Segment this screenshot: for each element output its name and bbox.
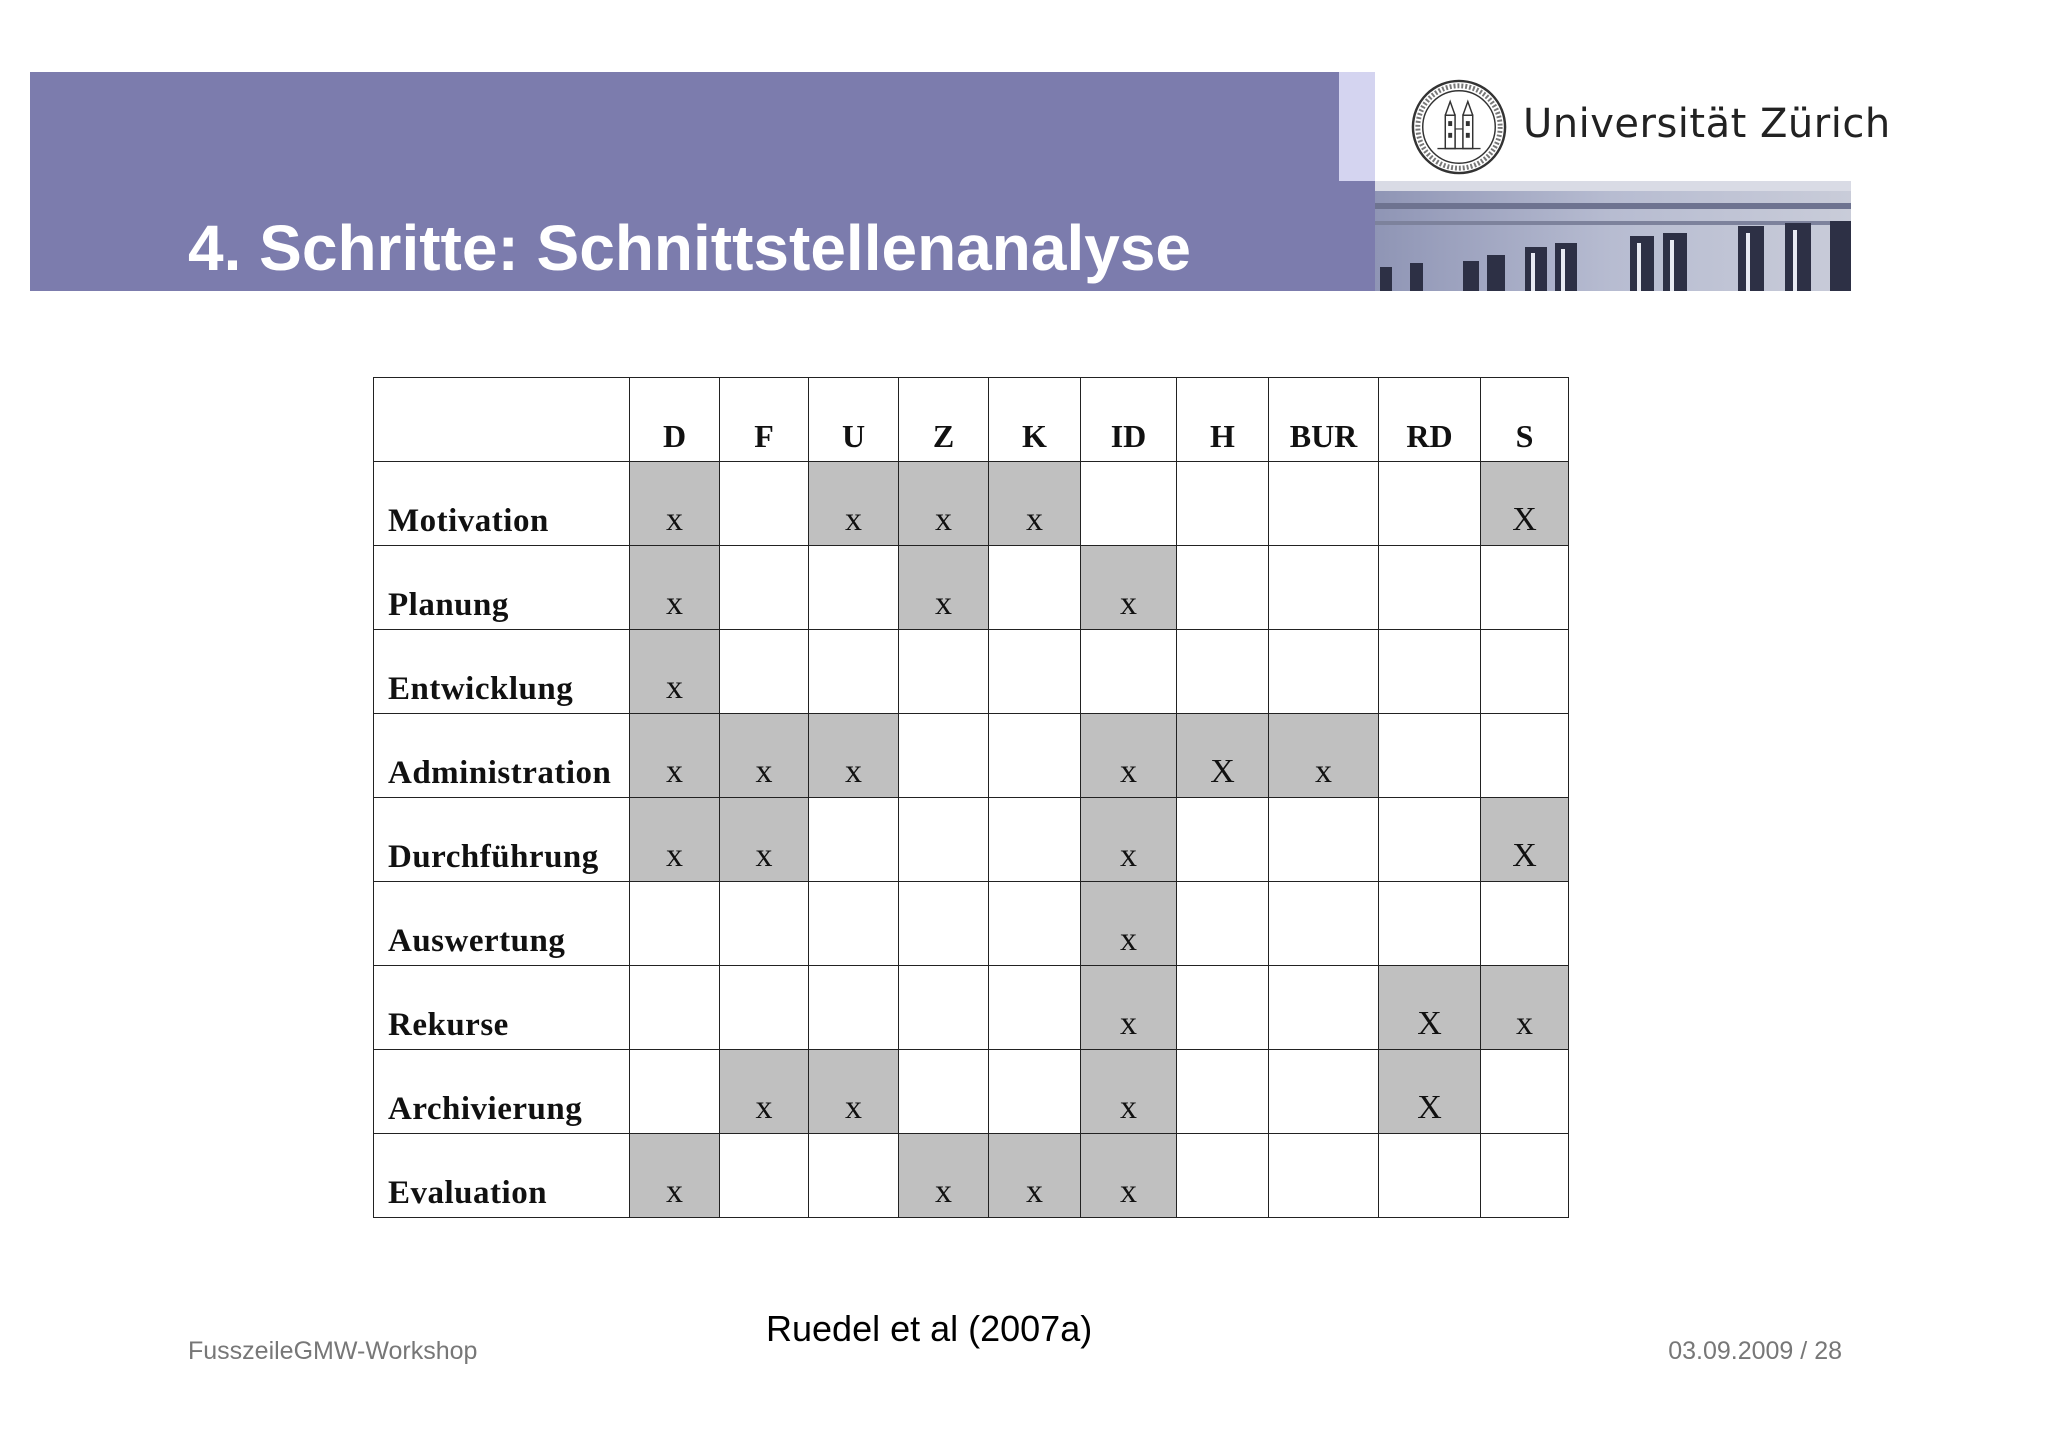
matrix-cell xyxy=(809,546,899,630)
matrix-cell xyxy=(809,882,899,966)
matrix-cell xyxy=(989,882,1081,966)
row-label: Durchführung xyxy=(374,798,630,882)
matrix-body xyxy=(374,462,1569,1218)
matrix-cell: x xyxy=(720,1050,809,1134)
row-label: Motivation xyxy=(374,462,630,546)
matrix-cell: x xyxy=(899,546,989,630)
column-header: K xyxy=(989,378,1081,462)
table-row xyxy=(374,882,1569,966)
matrix-cell xyxy=(989,714,1081,798)
matrix-cell xyxy=(1269,1134,1379,1218)
table-row xyxy=(374,630,1569,714)
header-accent-block xyxy=(1339,72,1375,181)
matrix-cell xyxy=(1481,1134,1569,1218)
column-header: RD xyxy=(1379,378,1481,462)
matrix-cell: X xyxy=(1481,798,1569,882)
column-header: F xyxy=(720,378,809,462)
matrix-cell: x xyxy=(630,714,720,798)
footer-text: FusszeileGMW-Workshop xyxy=(188,1337,478,1365)
matrix-cell: x xyxy=(630,462,720,546)
matrix-cell xyxy=(809,1134,899,1218)
row-label: Administration xyxy=(374,714,630,798)
matrix-cell xyxy=(630,882,720,966)
matrix-cell xyxy=(720,546,809,630)
matrix-cell xyxy=(1379,546,1481,630)
column-header: Z xyxy=(899,378,989,462)
matrix-cell: x xyxy=(989,462,1081,546)
matrix-cell xyxy=(1379,630,1481,714)
matrix-cell xyxy=(989,798,1081,882)
matrix-cell xyxy=(1481,630,1569,714)
matrix-cell xyxy=(1269,882,1379,966)
matrix-header xyxy=(374,378,1569,462)
table-row xyxy=(374,546,1569,630)
matrix-cell: x xyxy=(809,462,899,546)
matrix-cell xyxy=(1269,462,1379,546)
matrix-cell xyxy=(809,798,899,882)
matrix-cell: x xyxy=(720,798,809,882)
matrix-cell xyxy=(1481,714,1569,798)
matrix-cell xyxy=(1177,1134,1269,1218)
row-label: Planung xyxy=(374,546,630,630)
matrix-cell: x xyxy=(1481,966,1569,1050)
matrix-cell xyxy=(1177,798,1269,882)
matrix-cell: x xyxy=(809,1050,899,1134)
matrix-cell xyxy=(1081,630,1177,714)
matrix-corner-cell xyxy=(374,378,630,462)
matrix-cell: x xyxy=(720,714,809,798)
matrix-cell xyxy=(630,1050,720,1134)
matrix-cell xyxy=(1481,546,1569,630)
matrix-cell xyxy=(899,966,989,1050)
university-name: Universität Zürich xyxy=(1523,101,1891,147)
matrix-cell: x xyxy=(630,546,720,630)
matrix-cell xyxy=(720,462,809,546)
matrix-cell xyxy=(720,630,809,714)
column-header: BUR xyxy=(1269,378,1379,462)
matrix-cell xyxy=(1379,714,1481,798)
table-row xyxy=(374,1050,1569,1134)
page-number: 28 xyxy=(1814,1337,1842,1365)
building-facade-image xyxy=(1375,181,1851,291)
university-seal-icon xyxy=(1410,78,1508,176)
matrix-cell xyxy=(989,630,1081,714)
matrix-cell xyxy=(1177,882,1269,966)
row-label: Evaluation xyxy=(374,1134,630,1218)
row-label: Auswertung xyxy=(374,882,630,966)
matrix-cell: x xyxy=(1081,1134,1177,1218)
matrix-cell xyxy=(1177,546,1269,630)
matrix-cell xyxy=(899,882,989,966)
page-title: 4. Schritte: Schnittstellenanalyse xyxy=(188,212,1191,284)
matrix-cell: x xyxy=(630,1134,720,1218)
matrix-cell: x xyxy=(809,714,899,798)
matrix-header-row xyxy=(374,378,1569,462)
matrix-cell: x xyxy=(899,1134,989,1218)
matrix-cell xyxy=(1081,462,1177,546)
matrix-cell xyxy=(720,966,809,1050)
matrix-cell: x xyxy=(630,630,720,714)
citation: Ruedel et al (2007a) xyxy=(766,1308,1093,1349)
matrix-cell xyxy=(1269,798,1379,882)
matrix-cell: X xyxy=(1379,966,1481,1050)
matrix-cell: x xyxy=(989,1134,1081,1218)
matrix-cell: X xyxy=(1481,462,1569,546)
table-row xyxy=(374,966,1569,1050)
matrix-cell: x xyxy=(1081,1050,1177,1134)
matrix-cell: x xyxy=(1081,966,1177,1050)
matrix-cell xyxy=(1379,882,1481,966)
matrix-cell xyxy=(1269,1050,1379,1134)
table-row xyxy=(374,798,1569,882)
column-header: S xyxy=(1481,378,1569,462)
matrix-cell xyxy=(1379,1134,1481,1218)
matrix-cell xyxy=(989,966,1081,1050)
matrix-cell xyxy=(899,714,989,798)
matrix-cell xyxy=(809,630,899,714)
matrix-cell: x xyxy=(1269,714,1379,798)
matrix-cell xyxy=(1177,630,1269,714)
interface-matrix xyxy=(373,377,1569,1218)
row-label: Archivierung xyxy=(374,1050,630,1134)
table-row xyxy=(374,714,1569,798)
matrix-cell xyxy=(899,1050,989,1134)
matrix-cell xyxy=(1269,966,1379,1050)
matrix-cell xyxy=(1177,966,1269,1050)
matrix-cell xyxy=(720,1134,809,1218)
matrix-cell xyxy=(1379,462,1481,546)
matrix-cell xyxy=(1481,1050,1569,1134)
matrix-cell xyxy=(1177,462,1269,546)
footer-date-page xyxy=(1668,1337,1842,1366)
matrix-cell: x xyxy=(1081,882,1177,966)
matrix-cell xyxy=(899,630,989,714)
footer-date: 03.09.2009 xyxy=(1668,1337,1794,1365)
matrix-cell: x xyxy=(1081,546,1177,630)
column-header: ID xyxy=(1081,378,1177,462)
matrix-cell xyxy=(630,966,720,1050)
matrix-cell: x xyxy=(899,462,989,546)
matrix-cell xyxy=(809,966,899,1050)
column-header: D xyxy=(630,378,720,462)
matrix-cell xyxy=(1481,882,1569,966)
matrix-cell: x xyxy=(630,798,720,882)
matrix-cell xyxy=(899,798,989,882)
matrix-cell: x xyxy=(1081,798,1177,882)
row-label: Entwicklung xyxy=(374,630,630,714)
matrix-cell xyxy=(1379,798,1481,882)
table-row xyxy=(374,462,1569,546)
footer-separator: / xyxy=(1800,1337,1808,1365)
matrix-cell: x xyxy=(1081,714,1177,798)
matrix-cell xyxy=(1269,630,1379,714)
matrix-cell: X xyxy=(1379,1050,1481,1134)
table-row xyxy=(374,1134,1569,1218)
matrix-cell xyxy=(1177,1050,1269,1134)
column-header: H xyxy=(1177,378,1269,462)
matrix-cell xyxy=(720,882,809,966)
column-header: U xyxy=(809,378,899,462)
row-label: Rekurse xyxy=(374,966,630,1050)
matrix-cell xyxy=(989,1050,1081,1134)
matrix-cell: X xyxy=(1177,714,1269,798)
matrix-cell xyxy=(1269,546,1379,630)
matrix-cell xyxy=(989,546,1081,630)
